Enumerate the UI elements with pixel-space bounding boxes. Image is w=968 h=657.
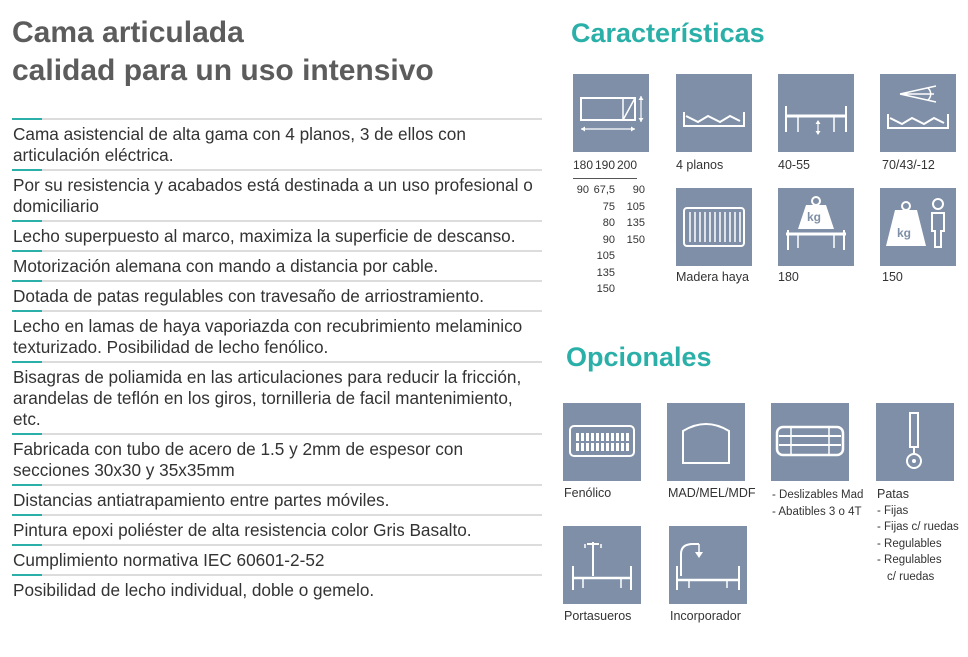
four-sections-tile: [676, 74, 752, 152]
feature-item: Posibilidad de lecho individual, doble o gemelo.: [12, 574, 542, 604]
feature-item: Lecho superpuesto al marco, maximiza la superficie de descanso.: [12, 220, 542, 250]
legs-option: - Fijas c/ ruedas: [877, 521, 959, 533]
four-section-bed-icon: [676, 74, 752, 152]
width-value: 150: [596, 283, 615, 295]
width-value: 90: [602, 233, 615, 246]
leg-icon: [876, 403, 954, 481]
legs-tile: [876, 403, 954, 481]
phenolic-label: Fenólico: [564, 486, 612, 500]
feature-item: Dotada de patas regulables con travesaño de arriostramiento.: [12, 280, 542, 310]
dimensions-tile: [573, 74, 649, 152]
length-180: 180: [573, 158, 594, 172]
kg-text: kg: [807, 210, 822, 224]
max-load-label: 180: [778, 270, 799, 284]
max-user-weight-icon: [880, 188, 956, 266]
width-value: 67,5: [593, 184, 615, 196]
length-header: [573, 158, 637, 179]
angles-tile: [880, 74, 956, 152]
feature-item: Pintura epoxi poliéster de alta resistencia color Gris Basalto.: [12, 514, 542, 544]
dimensions-table: [573, 158, 645, 295]
feature-item: Bisagras de poliamida en las articulaciones para reducir la fricción, arandelas de teflón en los giros, tornilleria de facil mantenimiento, etc.: [12, 361, 542, 433]
four-sections-label: 4 planos: [676, 158, 724, 172]
headboard-label: MAD/MEL/MDF: [668, 486, 756, 500]
iv-pole-label: Portasueros: [564, 609, 632, 623]
feature-item: Cumplimiento normativa IEC 60601-2-52: [12, 544, 542, 574]
side-rails-option: - Abatibles 3 o 4T: [772, 505, 862, 518]
feature-item: Fabricada con tubo de acero de 1.5 y 2mm de espesor con secciones 30x30 y 35x35mm: [12, 433, 542, 484]
articulation-angle-icon: [880, 74, 956, 152]
width-value: 150: [626, 233, 645, 246]
lifter-label: Incorporador: [670, 609, 741, 623]
legs-options: [877, 486, 959, 585]
feature-item: Cama asistencial de alta gama con 4 planos, 3 de ellos con articulación eléctrica.: [12, 118, 542, 169]
max-load-tile: [778, 188, 854, 266]
page-title: [12, 14, 434, 90]
caracteristicas-heading: Características: [571, 18, 765, 48]
legs-option: - Fijas: [877, 504, 909, 517]
width-value: 90: [576, 184, 589, 196]
side-rails-icon: [771, 403, 849, 481]
opcionales-heading: Opcionales: [566, 342, 712, 372]
wood-label: Madera haya: [676, 270, 749, 284]
feature-item: Distancias antiatrapamiento entre partes móviles.: [12, 484, 542, 514]
bed-dimensions-icon: [573, 74, 649, 152]
width-value: 105: [626, 200, 645, 213]
angles-label: 70/43/-12: [882, 158, 935, 172]
legs-option: - Regulables: [877, 554, 942, 566]
width-value: 135: [596, 266, 615, 279]
kg-text: kg: [897, 226, 912, 240]
wood-tile: [676, 188, 752, 266]
side-rails-tile: [771, 403, 849, 481]
title-line-2: calidad para un uso intensivo: [12, 54, 434, 87]
width-value: 80: [602, 217, 615, 229]
side-rails-option: - Deslizables Mad: [772, 489, 864, 501]
max-load-icon: [778, 188, 854, 266]
title-line-1: Cama articulada: [12, 16, 244, 49]
legs-option: - Regulables: [877, 537, 942, 550]
side-rails-options: [772, 487, 863, 520]
feature-item: Por su resistencia y acabados está destinada a un uso profesional o domiciliario: [12, 169, 542, 220]
iv-pole-icon: [563, 526, 641, 604]
width-value: 135: [626, 217, 645, 229]
height-adjust-icon: [778, 74, 854, 152]
feature-item: Lecho en lamas de haya vaporiazda con recubrimiento melaminico texturizado. Posibilidad de lecho fenólico.: [12, 310, 542, 361]
feature-item: Motorización alemana con mando a distancia por cable.: [12, 250, 542, 280]
width-value: 75: [602, 200, 615, 213]
height-tile: [778, 74, 854, 152]
iv-pole-tile: [563, 526, 641, 604]
phenolic-tile: [563, 403, 641, 481]
height-label: 40-55: [778, 158, 810, 172]
max-user-weight-label: 150: [882, 270, 903, 284]
feature-list: [12, 118, 542, 604]
headboard-icon: [667, 403, 745, 481]
wood-slats-icon: [676, 188, 752, 266]
width-value: 90: [632, 184, 645, 196]
max-user-weight-tile: [880, 188, 956, 266]
length-190: 190: [594, 158, 616, 172]
headboard-tile: [667, 403, 745, 481]
width-value: 105: [596, 250, 615, 262]
patient-lifter-icon: [669, 526, 747, 604]
phenolic-board-icon: [563, 403, 641, 481]
lifter-tile: [669, 526, 747, 604]
legs-option: c/ ruedas: [887, 570, 935, 583]
legs-label: Patas: [877, 487, 909, 501]
length-200: 200: [616, 158, 637, 172]
